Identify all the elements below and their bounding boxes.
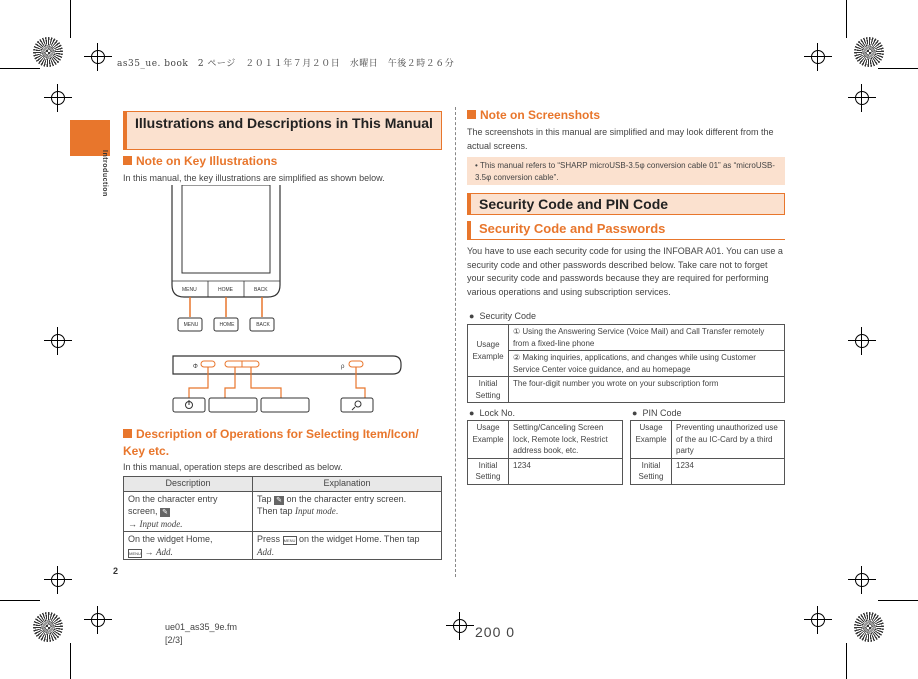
initial-label: Initial Setting xyxy=(631,458,672,484)
usage-label: Usage Example xyxy=(468,421,509,459)
section-title-security: Security Code and PIN Code xyxy=(467,193,785,215)
crop-line xyxy=(70,643,71,679)
pin-code-table xyxy=(630,420,785,485)
crop-line xyxy=(878,600,918,601)
crop-cross-mark xyxy=(804,43,832,71)
table-row xyxy=(468,458,623,484)
operations-text: In this manual, operation steps are described as below. xyxy=(123,462,343,472)
security-code-label: ● Security Code xyxy=(469,311,536,321)
menu-key-icon: MENU xyxy=(283,538,296,543)
chapter-label: Introduction xyxy=(101,150,108,197)
heading-square-icon xyxy=(123,429,132,438)
description-cell: On the character entry screen, ✎ → Input mode. xyxy=(124,491,253,532)
heading-square-icon xyxy=(467,110,476,119)
crop-line xyxy=(846,0,847,38)
key-illustrations-heading: Note on Key Illustrations xyxy=(123,154,277,168)
crop-cross-mark xyxy=(848,327,876,355)
phone-key-label-home: HOME xyxy=(218,287,233,293)
initial-value: 1234 xyxy=(672,458,785,484)
note-bullet: • xyxy=(475,161,481,170)
registration-star-mark xyxy=(33,612,63,642)
table-row xyxy=(124,532,442,560)
crop-cross-mark xyxy=(44,566,72,594)
table-row xyxy=(631,458,785,484)
usage-item-1: ① Using the Answering Service (Voice Mail) and Call Transfer remotely from a fixed-line phone xyxy=(509,325,785,351)
initial-value: The four-digit number you wrote on your subscription form xyxy=(509,377,785,403)
registration-star-mark xyxy=(854,612,884,642)
heading-square-icon xyxy=(123,156,132,165)
footer-code: 200 0 xyxy=(475,624,516,640)
initial-value: 1234 xyxy=(509,458,623,484)
crop-line xyxy=(878,68,918,69)
phone-key-label-menu: MENU xyxy=(182,287,197,293)
footer-file-info: ue01_as35_9e.fm [2/3] xyxy=(165,622,238,645)
column-divider xyxy=(455,107,456,577)
crop-line xyxy=(0,68,40,69)
svg-text:ρ: ρ xyxy=(341,364,345,370)
menu-key-icon: MENU xyxy=(183,322,199,328)
svg-text:Φ: Φ xyxy=(193,364,198,370)
crop-cross-mark xyxy=(446,612,474,640)
usage-label: Usage Example xyxy=(631,421,672,459)
crop-cross-mark xyxy=(848,84,876,112)
explanation-cell: Tap ✎ on the character entry screen. Then tap Input mode. xyxy=(253,491,442,532)
operations-table xyxy=(123,476,442,560)
usage-value: Preventing unauthorized use of the au IC-Card by a third party xyxy=(672,421,785,459)
phone-front-illustration xyxy=(160,185,300,335)
table-row xyxy=(468,421,623,459)
table-row xyxy=(468,377,785,403)
table-header-row xyxy=(124,477,442,492)
lock-no-label: ● Lock No. xyxy=(469,408,515,418)
lock-no-table xyxy=(467,420,623,485)
wrench-icon: ✎ xyxy=(274,496,284,505)
screenshots-text: The screenshots in this manual are simplified and may look different from the actual screens. xyxy=(467,127,774,151)
usage-label: Usage Example xyxy=(468,325,509,377)
table-row xyxy=(124,491,442,532)
description-cell: On the widget Home, MENU → Add. xyxy=(124,532,253,560)
security-code-table xyxy=(467,324,785,403)
screenshots-heading: Note on Screenshots xyxy=(467,108,600,122)
crop-cross-mark xyxy=(44,327,72,355)
page-number: 2 xyxy=(113,566,119,576)
crop-cross-mark xyxy=(84,43,112,71)
initial-label: Initial Setting xyxy=(468,458,509,484)
crop-line xyxy=(0,600,40,601)
security-passwords-subheading: Security Code and Passwords xyxy=(467,221,785,240)
table-row xyxy=(631,421,785,459)
operations-heading: Description of Operations for Selecting Item/Icon/ Key etc. xyxy=(123,427,419,458)
section-title-illustrations: Illustrations and Descriptions in This Manual xyxy=(123,111,442,150)
security-paragraph: You have to use each security code for using the INFOBAR A01. You can use a security code and other passwords described below. Take care not to forget your security code and passwords because they are required for performing various operations and using subscription services. xyxy=(467,246,783,297)
menu-key-icon: MENU xyxy=(129,550,141,556)
key-illustrations-text: In this manual, the key illustrations are simplified as shown below. xyxy=(123,173,385,183)
cable-note: • This manual refers to “SHARP microUSB-3.5φ conversion cable 01” as “microUSB-3.5φ conversion cable”. xyxy=(467,157,785,185)
wrench-icon: ✎ xyxy=(160,508,170,517)
usage-item-2: ② Making inquiries, applications, and changes while using Customer Service Center voice guidance, and au homepage xyxy=(509,351,785,377)
explanation-cell: Press MENU on the widget Home. Then tap Add. xyxy=(253,532,442,560)
crop-cross-mark xyxy=(84,606,112,634)
table-row xyxy=(468,351,785,377)
pin-code-label: ● PIN Code xyxy=(632,408,681,418)
home-key-icon: HOME xyxy=(219,322,235,328)
back-key-icon: BACK xyxy=(256,322,270,328)
table-row xyxy=(468,325,785,351)
usage-value: Setting/Canceling Screen lock, Remote lock, Restrict address book, etc. xyxy=(509,421,623,459)
crop-cross-mark xyxy=(848,566,876,594)
registration-star-mark xyxy=(854,37,884,67)
crop-cross-mark xyxy=(804,606,832,634)
table-header: Explanation xyxy=(253,477,442,492)
initial-label: Initial Setting xyxy=(468,377,509,403)
book-info-header: as35_ue. book 2 ページ ２０１１年７月２０日 水曜日 午後２時２６分 xyxy=(117,59,455,69)
phone-key-label-back: BACK xyxy=(254,287,268,293)
crop-line xyxy=(70,0,71,38)
crop-cross-mark xyxy=(44,84,72,112)
table-header: Description xyxy=(124,477,253,492)
crop-line xyxy=(846,643,847,679)
phone-side-illustration xyxy=(165,350,405,416)
registration-star-mark xyxy=(33,37,63,67)
